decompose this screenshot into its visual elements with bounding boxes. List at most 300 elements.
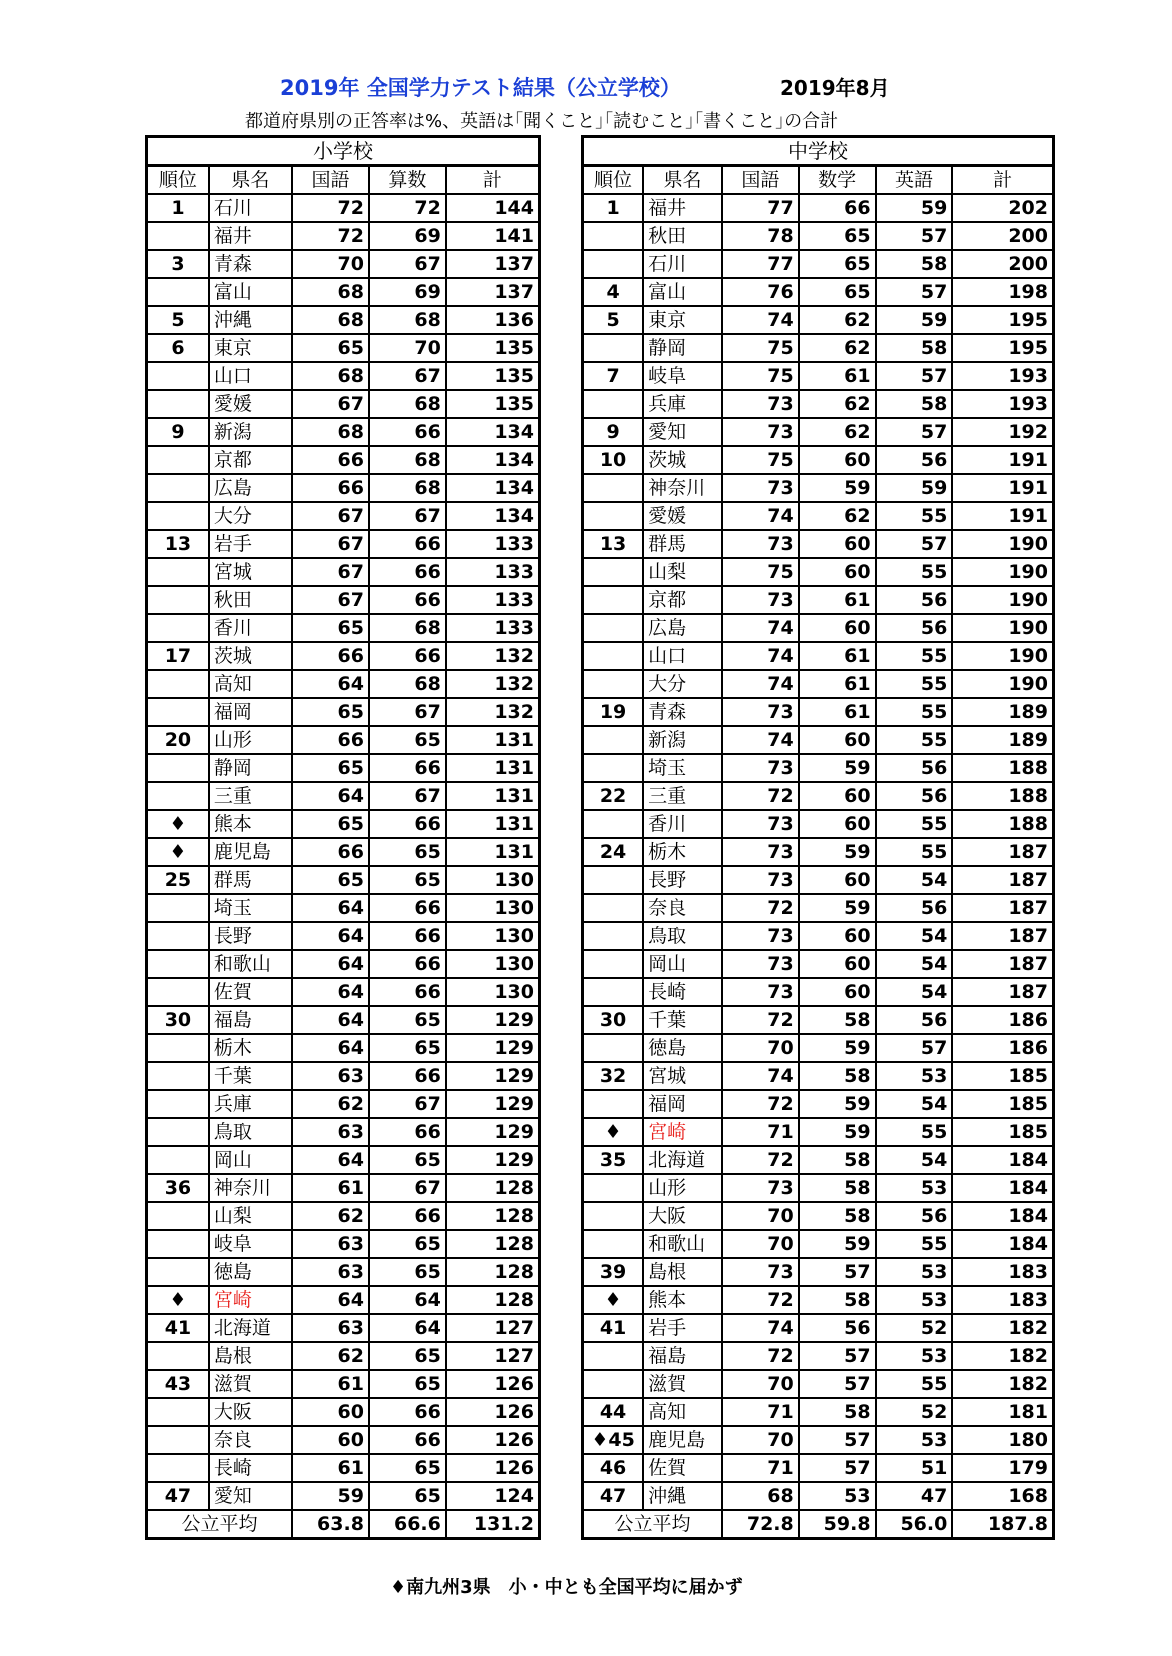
prefecture-cell: 佐賀	[643, 1454, 722, 1482]
total-score-cell: 130	[446, 950, 540, 978]
rank-cell	[583, 670, 644, 698]
average-label: 公立平均	[583, 1510, 722, 1539]
english-score-cell: 58	[876, 250, 953, 278]
rank-cell	[583, 894, 644, 922]
total-score-cell: 130	[446, 978, 540, 1006]
japanese-score-cell: 68	[292, 278, 369, 306]
english-score-cell: 54	[876, 922, 953, 950]
rank-cell: 44	[583, 1398, 644, 1426]
prefecture-cell: 青森	[209, 250, 292, 278]
japanese-score-cell: 75	[722, 334, 799, 362]
math-score-cell: 56	[799, 1314, 876, 1342]
rank-cell	[147, 1034, 209, 1062]
table-row	[583, 1006, 1054, 1034]
total-score-cell: 133	[446, 586, 540, 614]
japanese-score-cell: 74	[722, 614, 799, 642]
english-score-cell: 51	[876, 1454, 953, 1482]
rank-cell	[147, 222, 209, 250]
rank-cell	[583, 1174, 644, 1202]
table-row	[147, 1118, 540, 1146]
prefecture-cell: 群馬	[209, 866, 292, 894]
prefecture-cell: 愛媛	[209, 390, 292, 418]
table-row	[147, 1370, 540, 1398]
rank-cell	[147, 978, 209, 1006]
table-row	[583, 1286, 1054, 1314]
prefecture-cell: 和歌山	[209, 950, 292, 978]
japanese-score-cell: 71	[722, 1118, 799, 1146]
total-score-cell: 130	[446, 866, 540, 894]
prefecture-cell: 愛知	[209, 1482, 292, 1510]
arithmetic-score-cell: 66	[369, 1118, 446, 1146]
average-math-score: 59.8	[799, 1510, 876, 1539]
prefecture-cell: 奈良	[643, 894, 722, 922]
table-row	[583, 1118, 1054, 1146]
table-row	[583, 1454, 1054, 1482]
rank-cell: 47	[147, 1482, 209, 1510]
arithmetic-score-cell: 66	[369, 1202, 446, 1230]
prefecture-cell: 滋賀	[209, 1370, 292, 1398]
table-row	[147, 278, 540, 306]
math-score-cell: 59	[799, 1034, 876, 1062]
prefecture-cell: 新潟	[209, 418, 292, 446]
japanese-score-cell: 73	[722, 698, 799, 726]
japanese-score-cell: 73	[722, 866, 799, 894]
math-score-cell: 57	[799, 1258, 876, 1286]
rank-cell	[147, 1398, 209, 1426]
japanese-score-cell: 73	[722, 418, 799, 446]
total-score-cell: 202	[952, 194, 1053, 222]
rank-cell	[583, 1370, 644, 1398]
prefecture-cell: 福井	[643, 194, 722, 222]
math-score-cell: 60	[799, 866, 876, 894]
arithmetic-score-cell: 65	[369, 866, 446, 894]
table-row	[583, 810, 1054, 838]
rank-cell: ♦	[147, 838, 209, 866]
english-score-cell: 53	[876, 1174, 953, 1202]
english-score-cell: 59	[876, 474, 953, 502]
math-score-cell: 59	[799, 894, 876, 922]
table-row	[147, 474, 540, 502]
total-score-cell: 129	[446, 1062, 540, 1090]
arithmetic-score-cell: 66	[369, 558, 446, 586]
table-row	[583, 950, 1054, 978]
japanese-score-cell: 64	[292, 950, 369, 978]
prefecture-cell: 神奈川	[209, 1174, 292, 1202]
rank-cell	[583, 614, 644, 642]
rank-cell	[147, 1062, 209, 1090]
japanese-score-cell: 78	[722, 222, 799, 250]
total-score-cell: 188	[952, 754, 1053, 782]
table-row	[147, 1174, 540, 1202]
english-score-cell: 54	[876, 866, 953, 894]
prefecture-cell: 福岡	[209, 698, 292, 726]
japanese-score-cell: 77	[722, 250, 799, 278]
prefecture-cell: 三重	[643, 782, 722, 810]
english-score-cell: 56	[876, 1202, 953, 1230]
math-score-cell: 62	[799, 306, 876, 334]
total-score-cell: 189	[952, 726, 1053, 754]
japanese-score-cell: 66	[292, 642, 369, 670]
arithmetic-score-cell: 67	[369, 362, 446, 390]
japanese-score-cell: 64	[292, 1006, 369, 1034]
total-score-cell: 128	[446, 1230, 540, 1258]
english-score-cell: 54	[876, 1146, 953, 1174]
english-score-cell: 55	[876, 726, 953, 754]
prefecture-cell: 熊本	[209, 810, 292, 838]
prefecture-cell: 愛知	[643, 418, 722, 446]
report-date: 2019年8月	[780, 76, 890, 100]
rank-cell: 7	[583, 362, 644, 390]
table-row	[147, 334, 540, 362]
rank-cell: 32	[583, 1062, 644, 1090]
total-score-cell: 131	[446, 838, 540, 866]
prefecture-cell: 沖縄	[209, 306, 292, 334]
rank-cell	[583, 250, 644, 278]
col-japanese-header: 国語	[722, 166, 799, 195]
table-row	[583, 278, 1054, 306]
prefecture-cell: 島根	[643, 1258, 722, 1286]
english-score-cell: 55	[876, 642, 953, 670]
elementary-table	[145, 135, 541, 1540]
arithmetic-score-cell: 65	[369, 1034, 446, 1062]
prefecture-cell: 福島	[643, 1342, 722, 1370]
prefecture-cell: 宮城	[643, 1062, 722, 1090]
table-row	[147, 670, 540, 698]
col-pref-header: 県名	[643, 166, 722, 195]
table-row	[147, 866, 540, 894]
table-row	[147, 586, 540, 614]
math-score-cell: 58	[799, 1398, 876, 1426]
prefecture-cell: 富山	[209, 278, 292, 306]
total-score-cell: 179	[952, 1454, 1053, 1482]
arithmetic-score-cell: 65	[369, 1482, 446, 1510]
arithmetic-score-cell: 67	[369, 698, 446, 726]
english-score-cell: 57	[876, 530, 953, 558]
table-row	[583, 1342, 1054, 1370]
japanese-score-cell: 74	[722, 502, 799, 530]
math-score-cell: 65	[799, 278, 876, 306]
col-english-header: 英語	[876, 166, 953, 195]
arithmetic-score-cell: 66	[369, 754, 446, 782]
rank-cell: 46	[583, 1454, 644, 1482]
rank-cell	[583, 558, 644, 586]
japanese-score-cell: 72	[722, 894, 799, 922]
rank-cell	[583, 1202, 644, 1230]
total-score-cell: 128	[446, 1258, 540, 1286]
prefecture-cell: 香川	[643, 810, 722, 838]
table-row	[147, 950, 540, 978]
prefecture-cell: 岩手	[643, 1314, 722, 1342]
japanese-score-cell: 74	[722, 1314, 799, 1342]
table-row	[147, 1314, 540, 1342]
total-score-cell: 136	[446, 306, 540, 334]
average-row	[583, 1510, 1054, 1539]
math-score-cell: 65	[799, 222, 876, 250]
math-score-cell: 58	[799, 1062, 876, 1090]
japanese-score-cell: 74	[722, 726, 799, 754]
rank-cell	[147, 390, 209, 418]
rank-cell: 5	[583, 306, 644, 334]
arithmetic-score-cell: 64	[369, 1286, 446, 1314]
total-score-cell: 182	[952, 1370, 1053, 1398]
total-score-cell: 193	[952, 362, 1053, 390]
table-row	[583, 1202, 1054, 1230]
table-row	[147, 1454, 540, 1482]
table-row	[583, 642, 1054, 670]
total-score-cell: 190	[952, 642, 1053, 670]
english-score-cell: 54	[876, 1090, 953, 1118]
total-score-cell: 131	[446, 726, 540, 754]
japanese-score-cell: 70	[722, 1202, 799, 1230]
japanese-score-cell: 75	[722, 446, 799, 474]
total-score-cell: 184	[952, 1202, 1053, 1230]
japanese-score-cell: 63	[292, 1258, 369, 1286]
total-score-cell: 131	[446, 810, 540, 838]
total-score-cell: 185	[952, 1090, 1053, 1118]
table-row	[147, 194, 540, 222]
arithmetic-score-cell: 66	[369, 418, 446, 446]
rank-cell	[583, 922, 644, 950]
prefecture-cell: 東京	[643, 306, 722, 334]
english-score-cell: 53	[876, 1342, 953, 1370]
prefecture-cell: 福島	[209, 1006, 292, 1034]
prefecture-cell: 広島	[643, 614, 722, 642]
table-row	[147, 614, 540, 642]
japanese-score-cell: 64	[292, 782, 369, 810]
prefecture-cell: 和歌山	[643, 1230, 722, 1258]
total-score-cell: 129	[446, 1118, 540, 1146]
total-score-cell: 184	[952, 1146, 1053, 1174]
rank-cell	[583, 474, 644, 502]
table-row	[147, 1342, 540, 1370]
rank-cell	[147, 278, 209, 306]
footnote: ♦南九州3県 小・中とも全国平均に届かず	[390, 1577, 743, 1598]
prefecture-cell: 京都	[209, 446, 292, 474]
english-score-cell: 52	[876, 1314, 953, 1342]
prefecture-cell: 石川	[209, 194, 292, 222]
prefecture-cell: 大阪	[209, 1398, 292, 1426]
total-score-cell: 183	[952, 1258, 1053, 1286]
rank-cell	[583, 334, 644, 362]
japanese-score-cell: 70	[722, 1426, 799, 1454]
table-row	[583, 1146, 1054, 1174]
arithmetic-score-cell: 65	[369, 838, 446, 866]
total-score-cell: 188	[952, 810, 1053, 838]
rank-cell: 41	[583, 1314, 644, 1342]
arithmetic-score-cell: 66	[369, 894, 446, 922]
middle-table	[581, 135, 1055, 1540]
total-score-cell: 190	[952, 558, 1053, 586]
total-score-cell: 133	[446, 614, 540, 642]
arithmetic-score-cell: 68	[369, 306, 446, 334]
math-score-cell: 65	[799, 250, 876, 278]
prefecture-cell: 静岡	[643, 334, 722, 362]
math-score-cell: 60	[799, 558, 876, 586]
rank-cell: 4	[583, 278, 644, 306]
japanese-score-cell: 65	[292, 698, 369, 726]
total-score-cell: 200	[952, 222, 1053, 250]
english-score-cell: 56	[876, 446, 953, 474]
prefecture-cell: 福井	[209, 222, 292, 250]
japanese-score-cell: 67	[292, 502, 369, 530]
table-row	[147, 754, 540, 782]
japanese-score-cell: 68	[722, 1482, 799, 1510]
total-score-cell: 128	[446, 1202, 540, 1230]
japanese-score-cell: 61	[292, 1370, 369, 1398]
english-score-cell: 55	[876, 670, 953, 698]
arithmetic-score-cell: 68	[369, 390, 446, 418]
rank-cell	[147, 754, 209, 782]
rank-cell: 6	[147, 334, 209, 362]
table-row	[583, 698, 1054, 726]
arithmetic-score-cell: 66	[369, 530, 446, 558]
rank-cell: 39	[583, 1258, 644, 1286]
math-score-cell: 59	[799, 1118, 876, 1146]
total-score-cell: 137	[446, 250, 540, 278]
table-row	[147, 698, 540, 726]
rank-cell: 9	[583, 418, 644, 446]
rank-cell	[147, 782, 209, 810]
table-row	[583, 558, 1054, 586]
total-score-cell: 185	[952, 1062, 1053, 1090]
total-score-cell: 190	[952, 586, 1053, 614]
elementary-column-headers	[147, 166, 540, 195]
total-score-cell: 190	[952, 614, 1053, 642]
table-row	[147, 446, 540, 474]
table-row	[583, 530, 1054, 558]
arithmetic-score-cell: 66	[369, 1398, 446, 1426]
arithmetic-score-cell: 66	[369, 950, 446, 978]
arithmetic-score-cell: 67	[369, 1090, 446, 1118]
english-score-cell: 55	[876, 810, 953, 838]
math-score-cell: 59	[799, 474, 876, 502]
rank-cell	[583, 390, 644, 418]
prefecture-cell: 香川	[209, 614, 292, 642]
table-row	[147, 558, 540, 586]
table-row	[147, 894, 540, 922]
arithmetic-score-cell: 66	[369, 1062, 446, 1090]
prefecture-cell: 静岡	[209, 754, 292, 782]
prefecture-cell: 大分	[643, 670, 722, 698]
japanese-score-cell: 70	[722, 1230, 799, 1258]
table-row	[147, 222, 540, 250]
math-score-cell: 60	[799, 614, 876, 642]
japanese-score-cell: 66	[292, 446, 369, 474]
japanese-score-cell: 73	[722, 978, 799, 1006]
table-row	[147, 502, 540, 530]
math-score-cell: 61	[799, 670, 876, 698]
math-score-cell: 60	[799, 446, 876, 474]
rank-cell	[147, 614, 209, 642]
rank-cell: 20	[147, 726, 209, 754]
english-score-cell: 54	[876, 978, 953, 1006]
total-score-cell: 126	[446, 1426, 540, 1454]
prefecture-cell: 鹿児島	[209, 838, 292, 866]
math-score-cell: 57	[799, 1426, 876, 1454]
table-row	[583, 866, 1054, 894]
japanese-score-cell: 72	[292, 194, 369, 222]
japanese-score-cell: 72	[722, 1006, 799, 1034]
table-row	[147, 1034, 540, 1062]
math-score-cell: 61	[799, 362, 876, 390]
total-score-cell: 187	[952, 922, 1053, 950]
table-row	[583, 1230, 1054, 1258]
japanese-score-cell: 73	[722, 754, 799, 782]
japanese-score-cell: 67	[292, 586, 369, 614]
rank-cell: ♦	[583, 1286, 644, 1314]
col-japanese-header: 国語	[292, 166, 369, 195]
table-row	[583, 978, 1054, 1006]
table-row	[147, 1202, 540, 1230]
total-score-cell: 134	[446, 502, 540, 530]
table-row	[583, 1090, 1054, 1118]
table-row	[583, 222, 1054, 250]
arithmetic-score-cell: 66	[369, 642, 446, 670]
rank-cell: 19	[583, 698, 644, 726]
japanese-score-cell: 72	[722, 1090, 799, 1118]
total-score-cell: 129	[446, 1146, 540, 1174]
rank-cell	[147, 1454, 209, 1482]
total-score-cell: 193	[952, 390, 1053, 418]
arithmetic-score-cell: 68	[369, 670, 446, 698]
japanese-score-cell: 64	[292, 670, 369, 698]
japanese-score-cell: 74	[722, 642, 799, 670]
prefecture-cell: 鳥取	[643, 922, 722, 950]
arithmetic-score-cell: 67	[369, 250, 446, 278]
table-row	[583, 1258, 1054, 1286]
math-score-cell: 59	[799, 838, 876, 866]
prefecture-cell: 北海道	[643, 1146, 722, 1174]
col-rank-header: 順位	[583, 166, 644, 195]
math-score-cell: 60	[799, 922, 876, 950]
english-score-cell: 53	[876, 1062, 953, 1090]
prefecture-cell: 高知	[209, 670, 292, 698]
english-score-cell: 55	[876, 502, 953, 530]
japanese-score-cell: 75	[722, 558, 799, 586]
japanese-score-cell: 73	[722, 922, 799, 950]
prefecture-cell: 宮城	[209, 558, 292, 586]
total-score-cell: 128	[446, 1174, 540, 1202]
total-score-cell: 195	[952, 334, 1053, 362]
total-score-cell: 180	[952, 1426, 1053, 1454]
math-score-cell: 61	[799, 698, 876, 726]
table-row	[583, 334, 1054, 362]
arithmetic-score-cell: 67	[369, 502, 446, 530]
rank-cell	[583, 586, 644, 614]
table-row	[583, 362, 1054, 390]
japanese-score-cell: 76	[722, 278, 799, 306]
prefecture-cell: 高知	[643, 1398, 722, 1426]
english-score-cell: 55	[876, 838, 953, 866]
japanese-score-cell: 60	[292, 1398, 369, 1426]
arithmetic-score-cell: 65	[369, 1146, 446, 1174]
total-score-cell: 187	[952, 894, 1053, 922]
average-english-score: 56.0	[876, 1510, 953, 1539]
prefecture-cell: 新潟	[643, 726, 722, 754]
english-score-cell: 47	[876, 1482, 953, 1510]
total-score-cell: 132	[446, 642, 540, 670]
japanese-score-cell: 67	[292, 558, 369, 586]
total-score-cell: 144	[446, 194, 540, 222]
math-score-cell: 62	[799, 418, 876, 446]
table-row	[583, 838, 1054, 866]
total-score-cell: 124	[446, 1482, 540, 1510]
table-row	[147, 1006, 540, 1034]
total-score-cell: 126	[446, 1398, 540, 1426]
japanese-score-cell: 73	[722, 950, 799, 978]
rank-cell: 13	[147, 530, 209, 558]
prefecture-cell: 兵庫	[209, 1090, 292, 1118]
